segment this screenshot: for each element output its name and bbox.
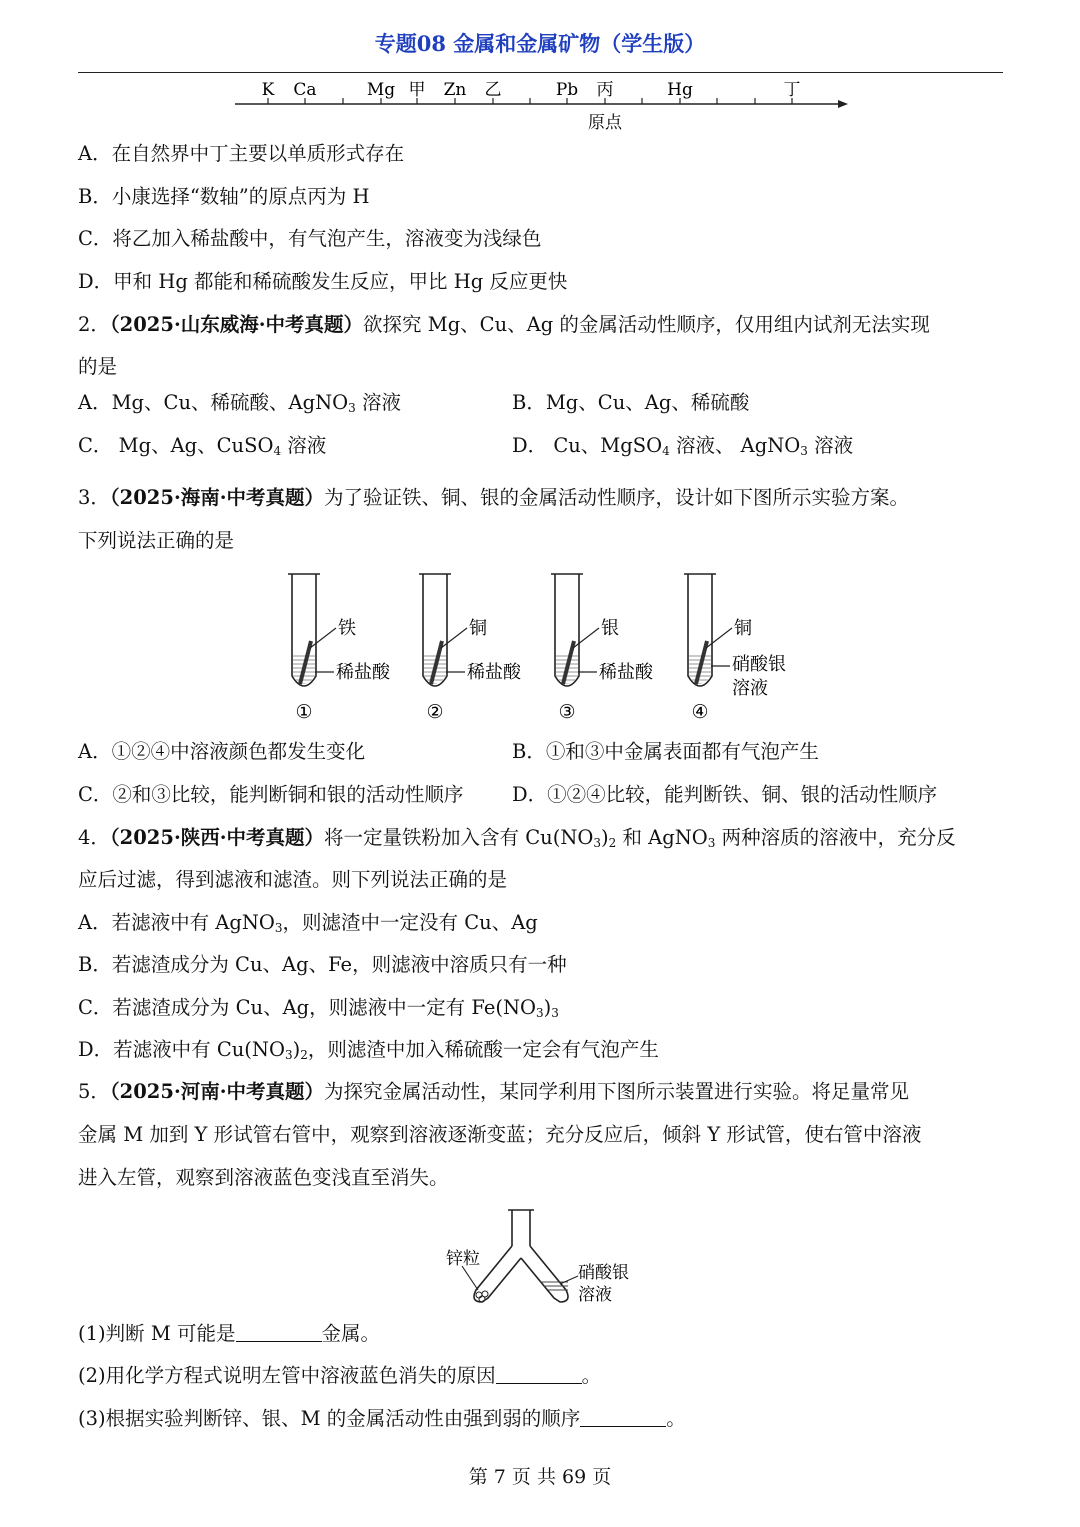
test-tube-2 — [419, 574, 522, 723]
y-tube-figure — [440, 1204, 640, 1316]
q3-option-a: A．①②④中溶液颜色都发生变化 — [78, 740, 366, 763]
q3-stem: 3．（2025·海南·中考真题）为了验证铁、铜、银的金属活动性顺序，设计如下图所示实验方案。 — [78, 486, 910, 509]
q4-stem: 4．（2025·陕西·中考真题）将一定量铁粉加入含有 $Cu(NO_3)_2$ 和 AgNO$_3$ 两种溶质的溶液中，充分反 — [78, 826, 956, 850]
answer-blank-2[interactable] — [496, 1363, 582, 1384]
q5-stem-cont-2: 进入左管，观察到溶液蓝色变浅直至消失。 — [78, 1166, 449, 1189]
tube-4-solution: 硝酸银 — [732, 654, 786, 675]
q5-stem-cont-1: 金属 M 加到 Y 形试管右管中，观察到溶液逐渐变蓝；充分反应后，倾斜 Y 形试管，使右管中溶液 — [78, 1123, 922, 1146]
q3-stem-cont: 下列说法正确的是 — [78, 529, 235, 552]
fig-zinc-label: 锌粒 — [446, 1249, 480, 1269]
q5-stem: 5．（2025·河南·中考真题）为探究金属活动性，某同学利用下图所示装置进行实验。将足量常见 — [78, 1080, 910, 1103]
q4-option-d: D．若滤液中有 $Cu(NO_3)_2$，则滤渣中加入稀硫酸一定会有气泡产生 — [78, 1038, 659, 1062]
q1-option-c: C．将乙加入稀盐酸中，有气泡产生，溶液变为浅绿色 — [78, 227, 542, 250]
q2-stem: 2．（2025·山东威海·中考真题）欲探究 Mg、Cu、Ag 的金属活动性顺序，仅用组内试剂无法实现 — [78, 313, 930, 336]
tube-2-solution: 稀盐酸 — [467, 662, 521, 683]
test-tube-4 — [684, 574, 786, 723]
q5-part-3: (3)根据实验判断锌、银、M 的金属活动性由强到弱的顺序 。 — [78, 1407, 686, 1430]
q1-option-d: D．甲和 Hg 都能和稀硫酸发生反应，甲比 Hg 反应更快 — [78, 270, 568, 293]
nl-label-ca: Ca — [293, 80, 317, 100]
nl-label-k: K — [261, 80, 275, 100]
tube-4-number: ④ — [691, 701, 709, 723]
nl-label-bing: 丙 — [596, 80, 614, 100]
q2-option-a: A．Mg、Cu、稀硫酸、AgNO$_3$ 溶液 — [78, 391, 401, 415]
q4-option-a: A．若滤液中有 AgNO$_3$，则滤渣中一定没有 Cu、Ag — [78, 911, 538, 935]
q5-part-1: (1)判断 M 可能是 金属。 — [78, 1322, 381, 1345]
q5-source: （2025·河南·中考真题） — [109, 1080, 325, 1103]
q1-option-b: B．小康选择“数轴”的原点丙为 H — [78, 185, 370, 208]
tube-1-number: ① — [295, 701, 313, 723]
number-line-figure — [220, 76, 860, 136]
tube-2-metal: 铜 — [469, 618, 487, 639]
nl-label-hg: Hg — [667, 80, 693, 100]
nl-label-mg: Mg — [366, 80, 396, 100]
fig-solution-label: 溶液 — [578, 1285, 612, 1305]
tube-3-metal: 银 — [601, 618, 619, 639]
q5-part-2: (2)用化学方程式说明左管中溶液蓝色消失的原因 。 — [78, 1364, 602, 1387]
q1-option-a: A．在自然界中丁主要以单质形式存在 — [78, 142, 405, 165]
nl-label-zn: Zn — [443, 80, 467, 100]
q4-stem-cont: 应后过滤，得到滤液和滤渣。则下列说法正确的是 — [78, 868, 508, 891]
q3-option-d: D．①②④比较，能判断铁、铜、银的活动性顺序 — [512, 783, 938, 806]
q2-option-c: C． Mg、Ag、CuSO$_4$ 溶液 — [78, 434, 327, 458]
q2-source: （2025·山东威海·中考真题） — [109, 313, 364, 336]
q4-option-b: B．若滤渣成分为 Cu、Ag、Fe，则滤液中溶质只有一种 — [78, 953, 567, 976]
tube-3-solution: 稀盐酸 — [599, 662, 653, 683]
nl-label-jia: 甲 — [408, 80, 426, 100]
nl-label-pb: Pb — [555, 80, 579, 100]
q3-option-c: C．②和③比较，能判断铜和银的活动性顺序 — [78, 783, 464, 806]
answer-blank-1[interactable] — [236, 1321, 322, 1342]
tube-1-solution: 稀盐酸 — [336, 662, 390, 683]
q4-option-c: C．若滤渣成分为 Cu、Ag，则滤液中一定有 $Fe(NO_3)_3$ — [78, 996, 559, 1020]
nl-label-ding: 丁 — [783, 80, 801, 100]
answer-blank-3[interactable] — [580, 1406, 666, 1427]
q3-source: （2025·海南·中考真题） — [109, 486, 325, 509]
q3-option-b: B．①和③中金属表面都有气泡产生 — [512, 740, 819, 763]
test-tube-1 — [288, 574, 391, 723]
q2-stem-cont: 的是 — [78, 355, 118, 378]
nl-label-yi: 乙 — [484, 80, 502, 100]
arrow-icon — [838, 100, 848, 108]
q2-option-d: D． Cu、MgSO$_4$ 溶液、 AgNO$_3$ 溶液 — [512, 434, 854, 458]
test-tube-3 — [551, 574, 654, 723]
test-tubes-figure — [270, 566, 810, 726]
tube-3-number: ③ — [558, 701, 576, 723]
tube-4-solution-cont: 溶液 — [732, 678, 768, 699]
q2-option-b: B．Mg、Cu、Ag、稀硫酸 — [512, 391, 750, 414]
tube-1-metal: 铁 — [338, 618, 356, 639]
q4-source: （2025·陕西·中考真题） — [109, 826, 325, 849]
tube-4-metal: 铜 — [734, 618, 752, 639]
nl-origin-label: 原点 — [588, 113, 622, 133]
header-rule — [78, 72, 1003, 73]
fig-silver-nitrate-label: 硝酸银 — [578, 1263, 629, 1283]
page-header: 专题08 金属和金属矿物（学生版） — [374, 31, 706, 56]
page-footer: 第 7 页 共 69 页 — [468, 1466, 612, 1488]
tube-2-number: ② — [426, 701, 444, 723]
